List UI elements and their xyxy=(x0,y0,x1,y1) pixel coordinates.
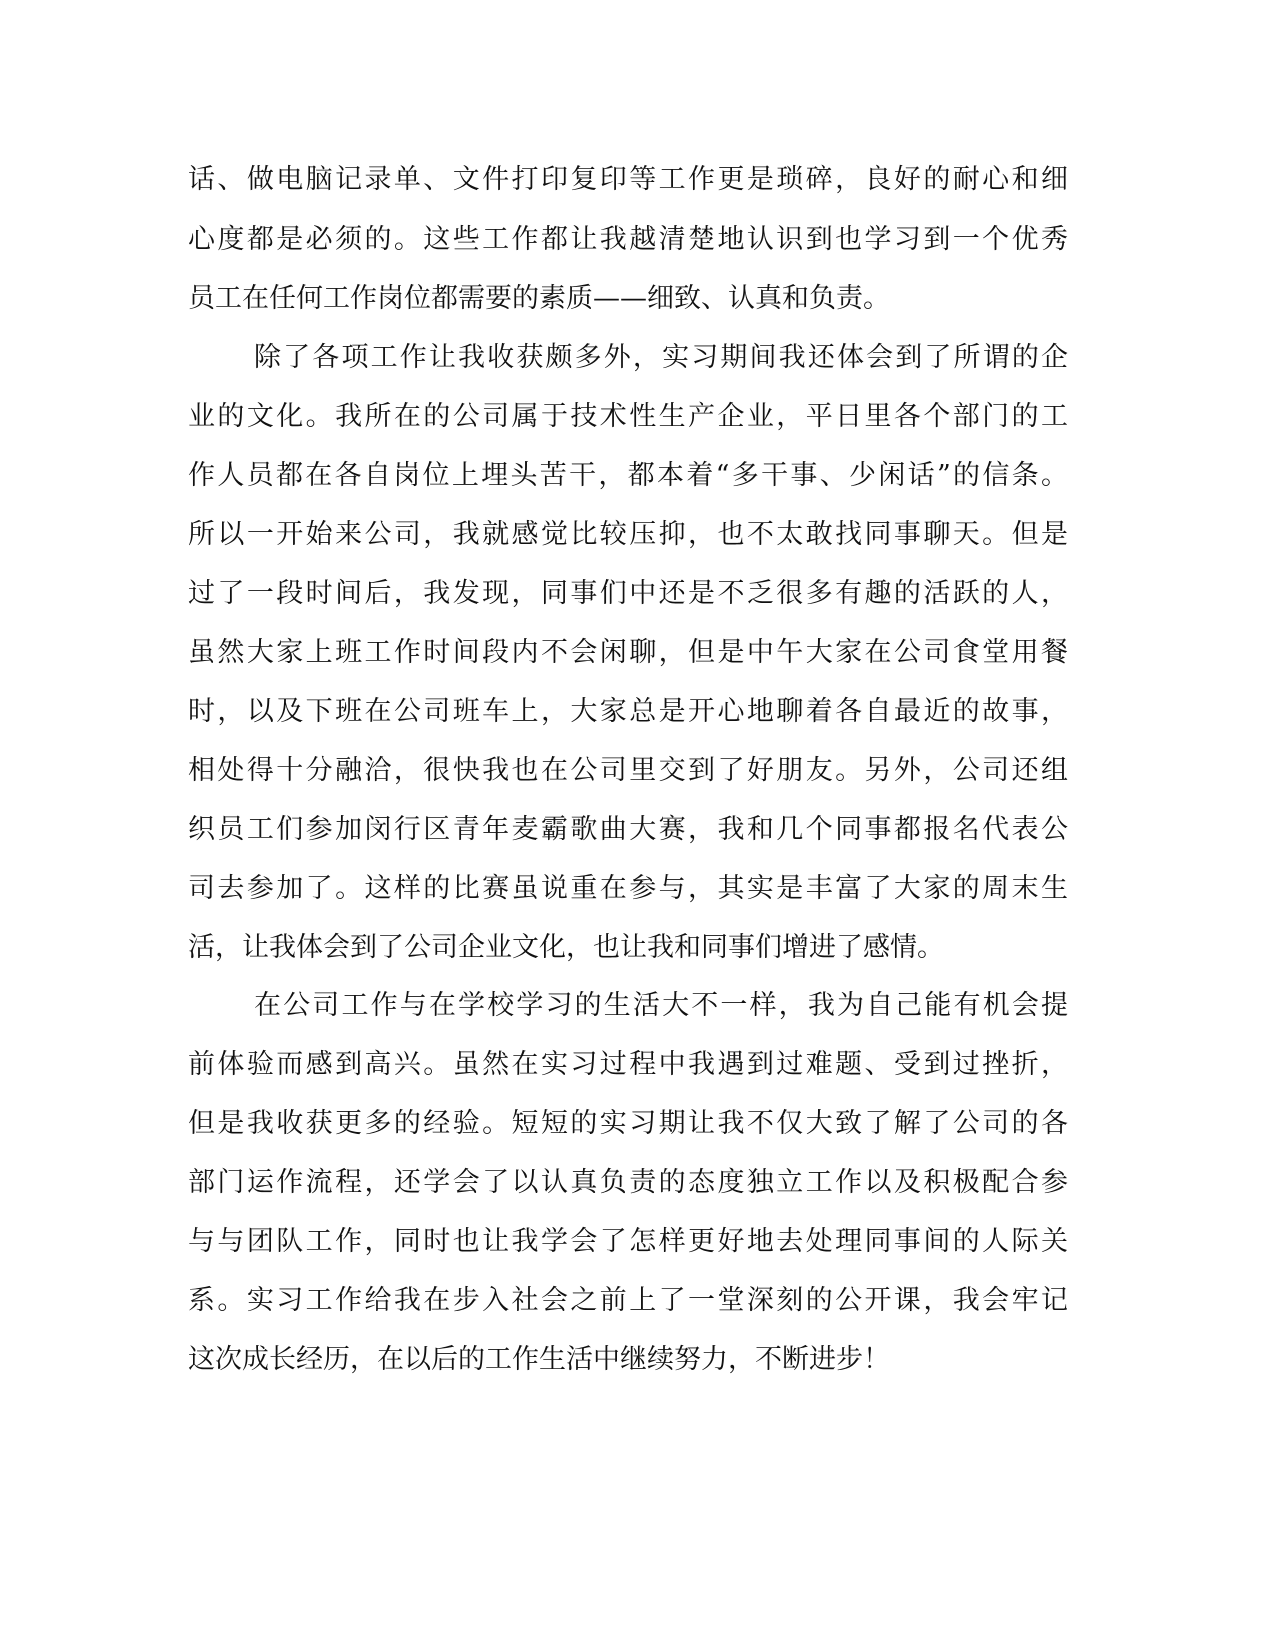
paragraph-2-line-1: 除了各项工作让我收获颇多外，实习期间我还体会到了所谓的企 xyxy=(254,342,1068,373)
paragraph-1-line-1: 话、做电脑记录单、文件打印复印等工作更是琐碎，良好的耐心和细 xyxy=(188,164,1068,195)
paragraph-2-line-10: 司去参加了。这样的比赛虽说重在参与，其实是丰富了大家的周末生 xyxy=(188,873,1068,904)
paragraph-1-line-2: 心度都是必须的。这些工作都让我越清楚地认识到也学习到一个优秀 xyxy=(188,224,1068,255)
paragraph-2-line-7: 时，以及下班在公司班车上，大家总是开心地聊着各自最近的故事， xyxy=(188,696,1068,727)
paragraph-1-line-3: 员工在任何工作岗位都需要的素质——细致、认真和负责。 xyxy=(188,283,890,314)
paragraph-2-line-2: 业的文化。我所在的公司属于技术性生产企业，平日里各个部门的工 xyxy=(188,401,1068,432)
paragraph-3-line-7: 这次成长经历，在以后的工作生活中继续努力，不断进步！ xyxy=(188,1344,890,1375)
paragraph-3-line-2: 前体验而感到高兴。虽然在实习过程中我遇到过难题、受到过挫折， xyxy=(188,1049,1068,1080)
paragraph-2-line-9: 织员工们参加闵行区青年麦霸歌曲大赛，我和几个同事都报名代表公 xyxy=(188,814,1068,845)
paragraph-2-line-4: 所以一开始来公司，我就感觉比较压抑，也不太敢找同事聊天。但是 xyxy=(188,519,1068,550)
paragraph-2-line-5: 过了一段时间后，我发现，同事们中还是不乏很多有趣的活跃的人， xyxy=(188,578,1068,609)
paragraph-2-line-8: 相处得十分融洽，很快我也在公司里交到了好朋友。另外，公司还组 xyxy=(188,755,1068,786)
paragraph-3-line-1: 在公司工作与在学校学习的生活大不一样，我为自己能有机会提 xyxy=(254,990,1068,1021)
paragraph-3-line-4: 部门运作流程，还学会了以认真负责的态度独立工作以及积极配合参 xyxy=(188,1167,1068,1198)
paragraph-3-line-6: 系。实习工作给我在步入社会之前上了一堂深刻的公开课，我会牢记 xyxy=(188,1285,1068,1316)
paragraph-2-line-6: 虽然大家上班工作时间段内不会闲聊，但是中午大家在公司食堂用餐 xyxy=(188,637,1068,668)
paragraph-2-line-11: 活，让我体会到了公司企业文化，也让我和同事们增进了感情。 xyxy=(188,932,944,963)
paragraph-2-line-3: 作人员都在各自岗位上埋头苦干，都本着“多干事、少闲话”的信条。 xyxy=(188,460,1068,491)
paragraph-3-line-3: 但是我收获更多的经验。短短的实习期让我不仅大致了解了公司的各 xyxy=(188,1108,1068,1139)
paragraph-3-line-5: 与与团队工作，同时也让我学会了怎样更好地去处理同事间的人际关 xyxy=(188,1226,1068,1257)
